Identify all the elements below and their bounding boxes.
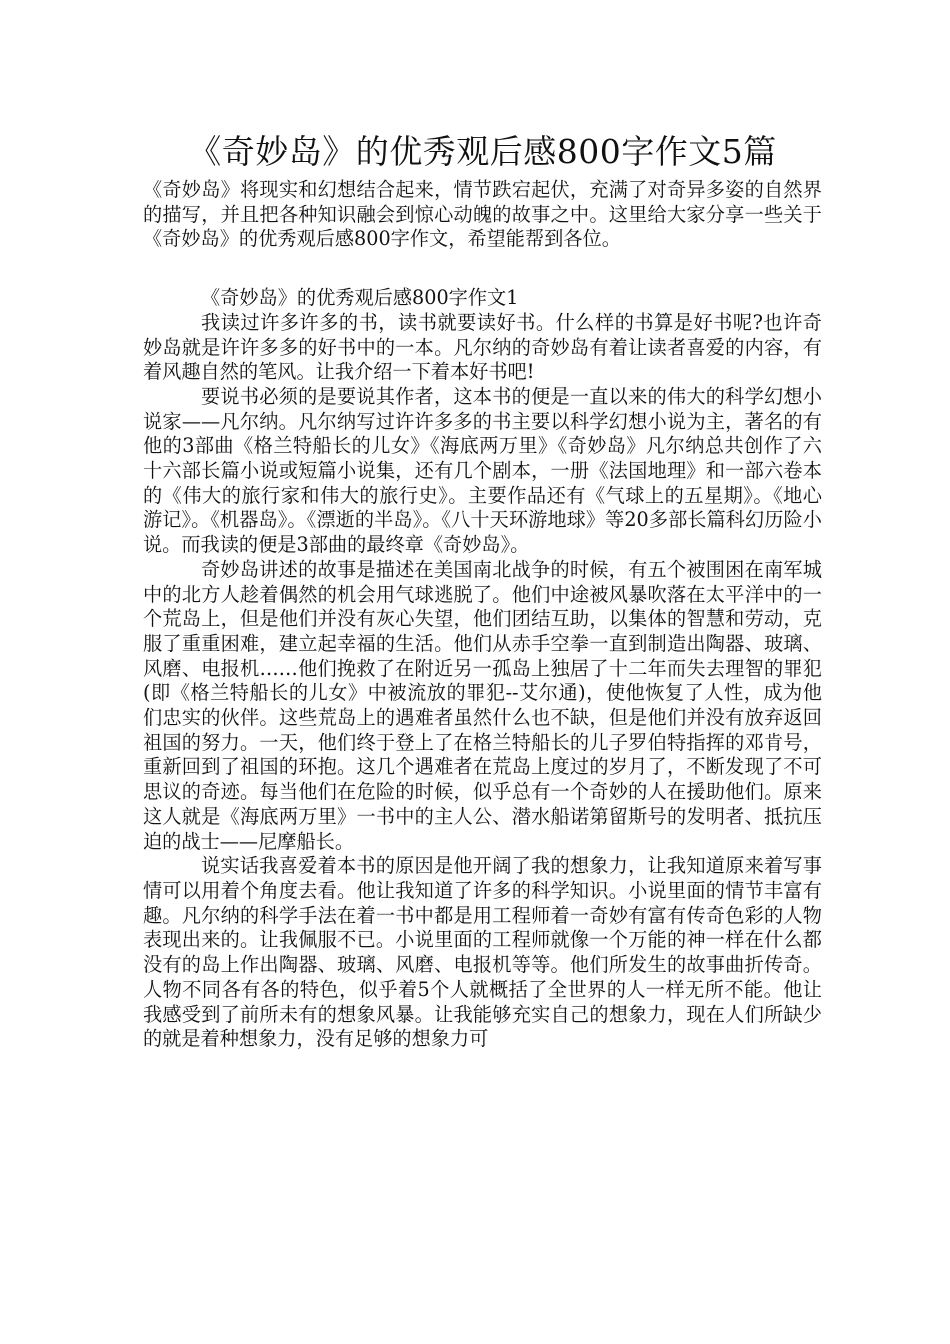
body-paragraph-4: 说实话我喜爱着本书的原因是他开阔了我的想象力，让我知道原来着写事情可以用着个角度去看。他让我知道了许多的科学知识。小说里面的情节丰富有趣。凡尔纳的科学手法在着一书中都是用工程师着一奇妙有富有传奇色彩的人物表现出来的。让我佩服不已。小说里面的工程师就像一个万能的神一样在什么都没有的岛上作出陶器、玻璃、风磨、电报机等等。他们所发生的故事曲折传奇。人物不同各有各的特色，似乎着5个人就概括了全世界的人一样无所不能。他让我感受到了前所未有的想象风暴。让我能够充实自己的想象力，现在人们所缺少的就是着种想象力，没有足够的想象力可 — [143, 854, 822, 1051]
section-heading-1: 《奇妙岛》的优秀观后感800字作文1 — [201, 286, 519, 310]
section-spacer — [143, 252, 822, 286]
body-paragraph-1: 我读过许多许多的书，读书就要读好书。什么样的书算是好书呢?也许奇妙岛就是许许多多的好书中的一本。凡尔纳的奇妙岛有着让读者喜爱的内容，有着风趣自然的笔风。让我介绍一下着本好书吧! — [143, 310, 822, 384]
body-paragraph-2: 要说书必须的是要说其作者，这本书的便是一直以来的伟大的科学幻想小说家——凡尔纳。凡尔纳写过许许多多的书主要以科学幻想小说为主，著名的有他的3部曲《格兰特船长的儿女》《海底两万里》《奇妙岛》凡尔纳总共创作了六十六部长篇小说或短篇小说集，还有几个剧本，一册《法国地理》和一部六卷本的《伟大的旅行家和伟大的旅行史》。主要作品还有《气球上的五星期》。《地心游记》。《机器岛》。《漂逝的半岛》。《八十天环游地球》等20多部长篇科幻历险小说。而我读的便是3部曲的最终章《奇妙岛》。 — [143, 384, 822, 557]
document-title: 《奇妙岛》的优秀观后感800字作文5篇 — [188, 132, 777, 171]
intro-paragraph: 《奇妙岛》将现实和幻想结合起来，情节跌宕起伏，充满了对奇异多姿的自然界的描写，并且把各种知识融会到惊心动魄的故事之中。这里给大家分享一些关于《奇妙岛》的优秀观后感800字作文，希望能帮到各位。 — [143, 178, 822, 251]
body-paragraph-3: 奇妙岛讲述的故事是描述在美国南北战争的时候，有五个被围困在南军城中的北方人趁着偶然的机会用气球逃脱了。他们中途被风暴吹落在太平洋中的一个荒岛上，但是他们并没有灰心失望，他们团结互助，以集体的智慧和劳动，克服了重重困难，建立起幸福的生活。他们从赤手空拳一直到制造出陶器、玻璃、风磨、电报机……他们挽救了在附近另一孤岛上独居了十二年而失去理智的罪犯(即《格兰特船长的儿女》中被流放的罪犯--艾尔通)，使他恢复了人性，成为他们忠实的伙伴。这些荒岛上的遇难者虽然什么也不缺，但是他们并没有放弃返回祖国的努力。一天，他们终于登上了在格兰特船长的儿子罗伯特指挥的邓肯号，重新回到了祖国的环抱。这几个遇难者在荒岛上度过的岁月了，不断发现了不可思议的奇迹。每当他们在危险的时候，似乎总有一个奇妙的人在援助他们。原来这人就是《海底两万里》一书中的主人公、潜水船诺第留斯号的发明者、抵抗压迫的战士——尼摩船长。 — [143, 557, 822, 853]
